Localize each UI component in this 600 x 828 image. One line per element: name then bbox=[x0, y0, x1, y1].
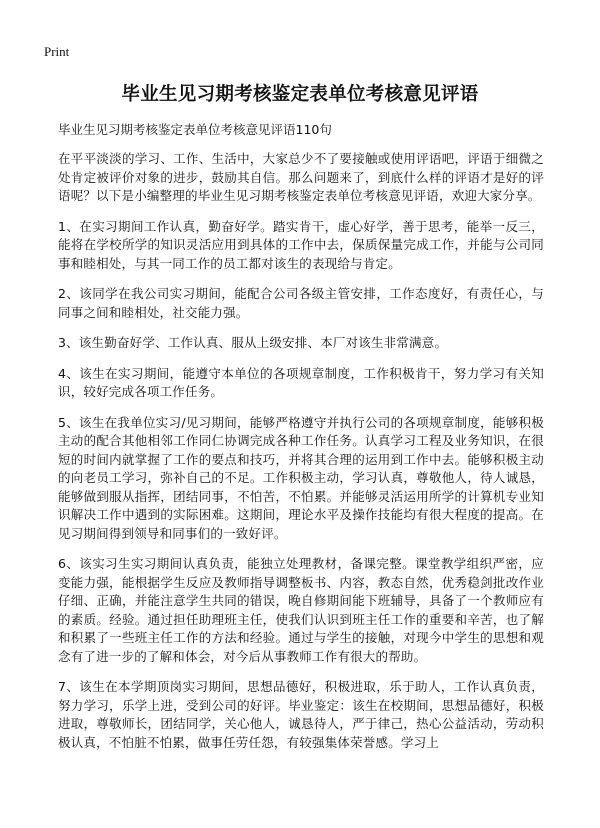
comment-paragraph-1: 1、在实习期间工作认真，勤奋好学。踏实肯干，虚心好学，善于思考，能举一反三，能将在学校所学的知识灵活应用到具体的工作中去，保质保量完成工作，并能与公司同事和睦相处，与其一同工作的员工都对该生的表现给与肯定。 bbox=[58, 218, 544, 271]
comment-paragraph-7: 7、该生在本学期顶岗实习期间，思想品德好，积极进取，乐于助人，工作认真负责，努力学习，乐学上进，受到公司的好评。毕业鉴定：该生在校期间，思想品德好，积极进取，尊敬师长，团结同学，关心他人，诚恳待人，严于律己，热心公益活动，劳动积极认真，不怕脏不怕累，做事任劳任怨，有较强集体荣誉感。学习上 bbox=[58, 679, 544, 750]
comment-paragraph-5: 5、该生在我单位实习/见习期间，能够严格遵守并执行公司的各项规章制度，能够积极主动的配合其他相邻工作同仁协调完成各种工作任务。认真学习工程及业务知识，在很短的时间内就掌握了工作的要点和技巧，并将其合理的运用到工作中去。能够积极主动的向老员工学习，弥补自己的不足。工作积极主动，学习认真，尊敬他人，待人诚恳，能够做到服从指挥，团结同事，不怕苦，不怕累。并能够灵活运用所学的计算机专业知识解决工作中遇到的实际困难。这期间，理论水平及操作技能均有很大程度的提高。在见习期间得到领导和同事们的一致好评。 bbox=[58, 414, 544, 541]
print-link[interactable]: Print bbox=[44, 44, 70, 59]
comment-paragraph-6: 6、该实习生实习期间认真负责，能独立处理教材，备课完整。课堂教学组织严密，应变能力强，能根据学生反应及教师指导调整板书、内容，教态自然，优秀稳剑批改作业仔细、正确，并能注意学生共同的错误，晚自修期间能下班辅导，具备了一个教师应有的素质。经验。通过担任助理班主任，使我们认识到班主任工作的重要和辛苦，也了解和积累了一些班主任工作的方法和经验。通过与学生的接触，对现今中学生的思想和观念有了进一步的了解和体会，对今后从事教师工作有很大的帮助。 bbox=[58, 556, 544, 664]
intro-paragraph: 在平平淡淡的学习、工作、生活中，大家总少不了要接触或使用评语吧，评语于细微之处肯定被评价对象的进步，鼓励其自信。那么问题来了，到底什么样的评语才是好的评语呢？以下是小编整理的毕业生见习期考核鉴定表单位考核意见评语，欢迎大家分享。 bbox=[58, 151, 544, 203]
document-subtitle: 毕业生见习期考核鉴定表单位考核意见评语110句 bbox=[58, 122, 332, 137]
comment-paragraph-4: 4、该生在实习期间，能遵守本单位的各项规章制度，工作积极肯干，努力学习有关知识，较好完成各项工作任务。 bbox=[58, 365, 544, 399]
comment-paragraph-2: 2、该同学在我公司实习期间，能配合公司各级主管安排，工作态度好，有责任心，与同事之间和睦相处，社交能力强。 bbox=[58, 286, 544, 320]
page-title: 毕业生见习期考核鉴定表单位考核意见评语 bbox=[121, 84, 479, 105]
comment-paragraph-3: 3、该生勤奋好学、工作认真、服从上级安排、本厂对该生非常满意。 bbox=[58, 335, 448, 350]
document-body bbox=[58, 150, 544, 764]
